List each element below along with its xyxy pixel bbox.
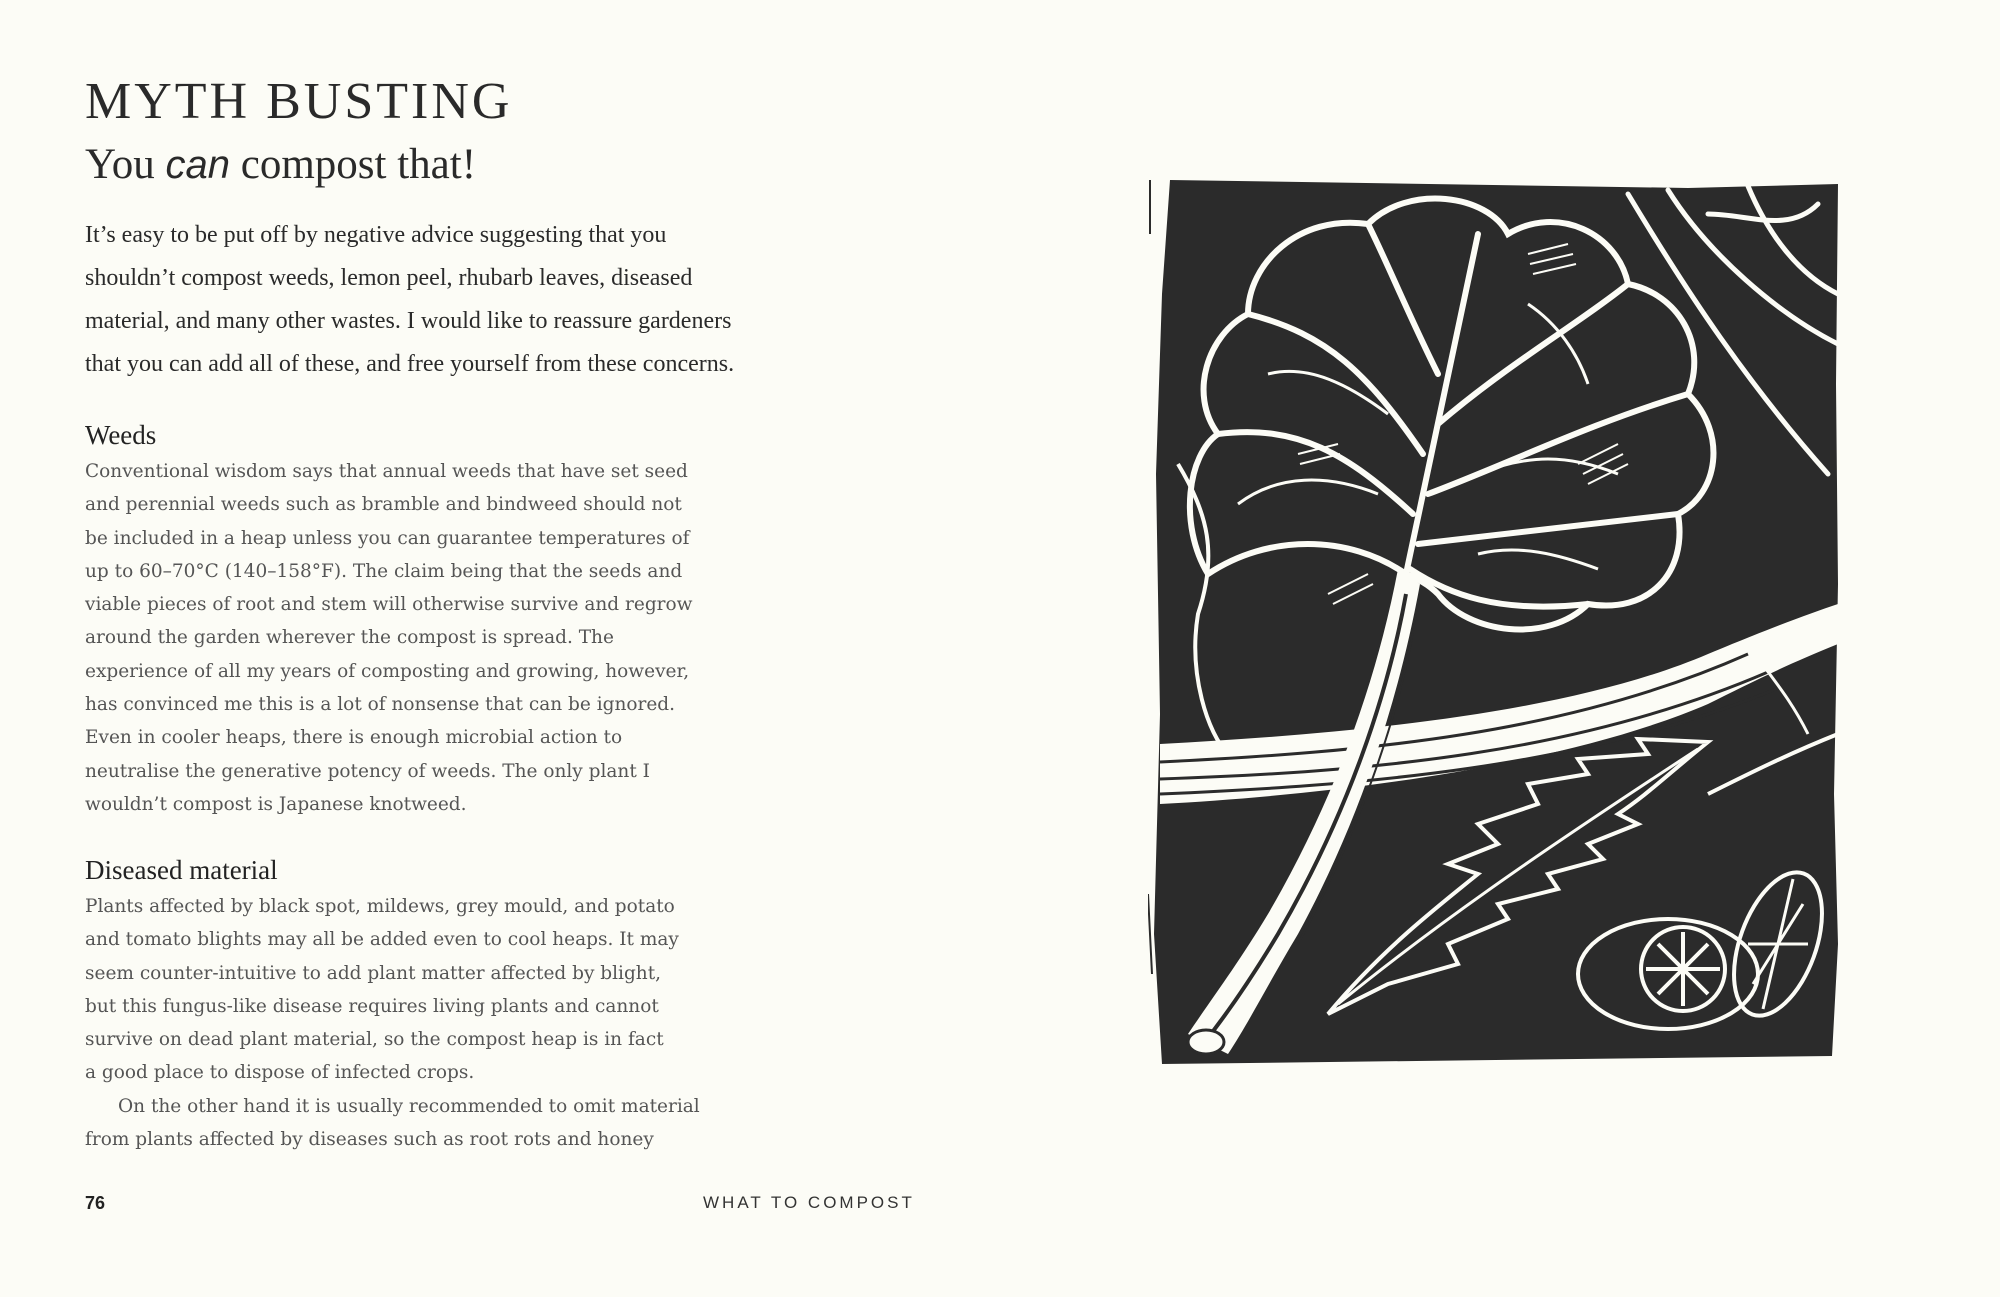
diseased-line: but this fungus-like disease requires living plants and cannot <box>85 995 659 1017</box>
intro-line: material, and many other wastes. I would like to reassure gardeners <box>85 308 732 334</box>
diseased-line: On the other hand it is usually recommended to omit material <box>118 1095 700 1117</box>
diseased-line: survive on dead plant material, so the compost heap is in fact <box>85 1029 664 1051</box>
diseased-line: and tomato blights may all be added even to cool heaps. It may <box>85 929 679 951</box>
diseased-section <box>85 855 725 1156</box>
diseased-line: from plants affected by diseases such as root rots and honey <box>85 1129 654 1151</box>
weeds-section <box>85 420 725 821</box>
running-title: WHAT TO COMPOST <box>703 1193 915 1212</box>
weeds-line: wouldn’t compost is Japanese knotweed. <box>85 793 467 815</box>
diseased-line: seem counter-intuitive to add plant matter affected by blight, <box>85 962 662 984</box>
page-subtitle <box>85 138 805 192</box>
page-header <box>85 70 805 386</box>
diseased-line: a good place to dispose of infected crops. <box>85 1062 475 1084</box>
weeds-line: Conventional wisdom says that annual weeds that have set seed <box>85 461 688 482</box>
weeds-line: and perennial weeds such as bramble and bindweed should not <box>85 494 682 516</box>
weeds-heading: Weeds <box>85 420 157 450</box>
subtitle-pre: You <box>85 141 166 188</box>
ink-block <box>1154 180 1838 1064</box>
intro-paragraph <box>85 214 805 386</box>
weeds-line: neutralise the generative potency of weeds. The only plant I <box>85 760 650 782</box>
intro-line: It’s easy to be put off by negative advice suggesting that you <box>85 222 667 248</box>
weeds-line: has convinced me this is a lot of nonsense that can be ignored. <box>85 694 676 716</box>
weeds-line: be included in a heap unless you can guarantee temperatures of <box>85 527 690 549</box>
weeds-line: viable pieces of root and stem will otherwise survive and regrow <box>85 594 693 616</box>
page-number: 76 <box>85 1193 106 1213</box>
subtitle-emphasis: can <box>165 143 230 187</box>
weeds-line: around the garden wherever the compost is spread. The <box>85 627 614 649</box>
diseased-line: Plants affected by black spot, mildews, grey mould, and potato <box>85 896 675 917</box>
diseased-heading: Diseased material <box>85 855 278 885</box>
intro-line: that you can add all of these, and free yourself from these concerns. <box>85 351 735 377</box>
weeds-paragraph <box>85 455 725 821</box>
intro-line: shouldn’t compost weeds, lemon peel, rhubarb leaves, diseased <box>85 265 693 291</box>
weeds-line: experience of all my years of composting and growing, however, <box>85 660 690 682</box>
weeds-line: up to 60–70°C (140–158°F). The claim being that the seeds and <box>85 560 683 582</box>
weeds-line: Even in cooler heaps, there is enough microbial action to <box>85 727 623 749</box>
diseased-paragraph <box>85 890 725 1156</box>
rhubarb-lemon-linocut-illustration <box>1148 174 1848 1074</box>
page-title: MYTH BUSTING <box>85 73 513 130</box>
subtitle-post: compost that! <box>230 141 477 188</box>
